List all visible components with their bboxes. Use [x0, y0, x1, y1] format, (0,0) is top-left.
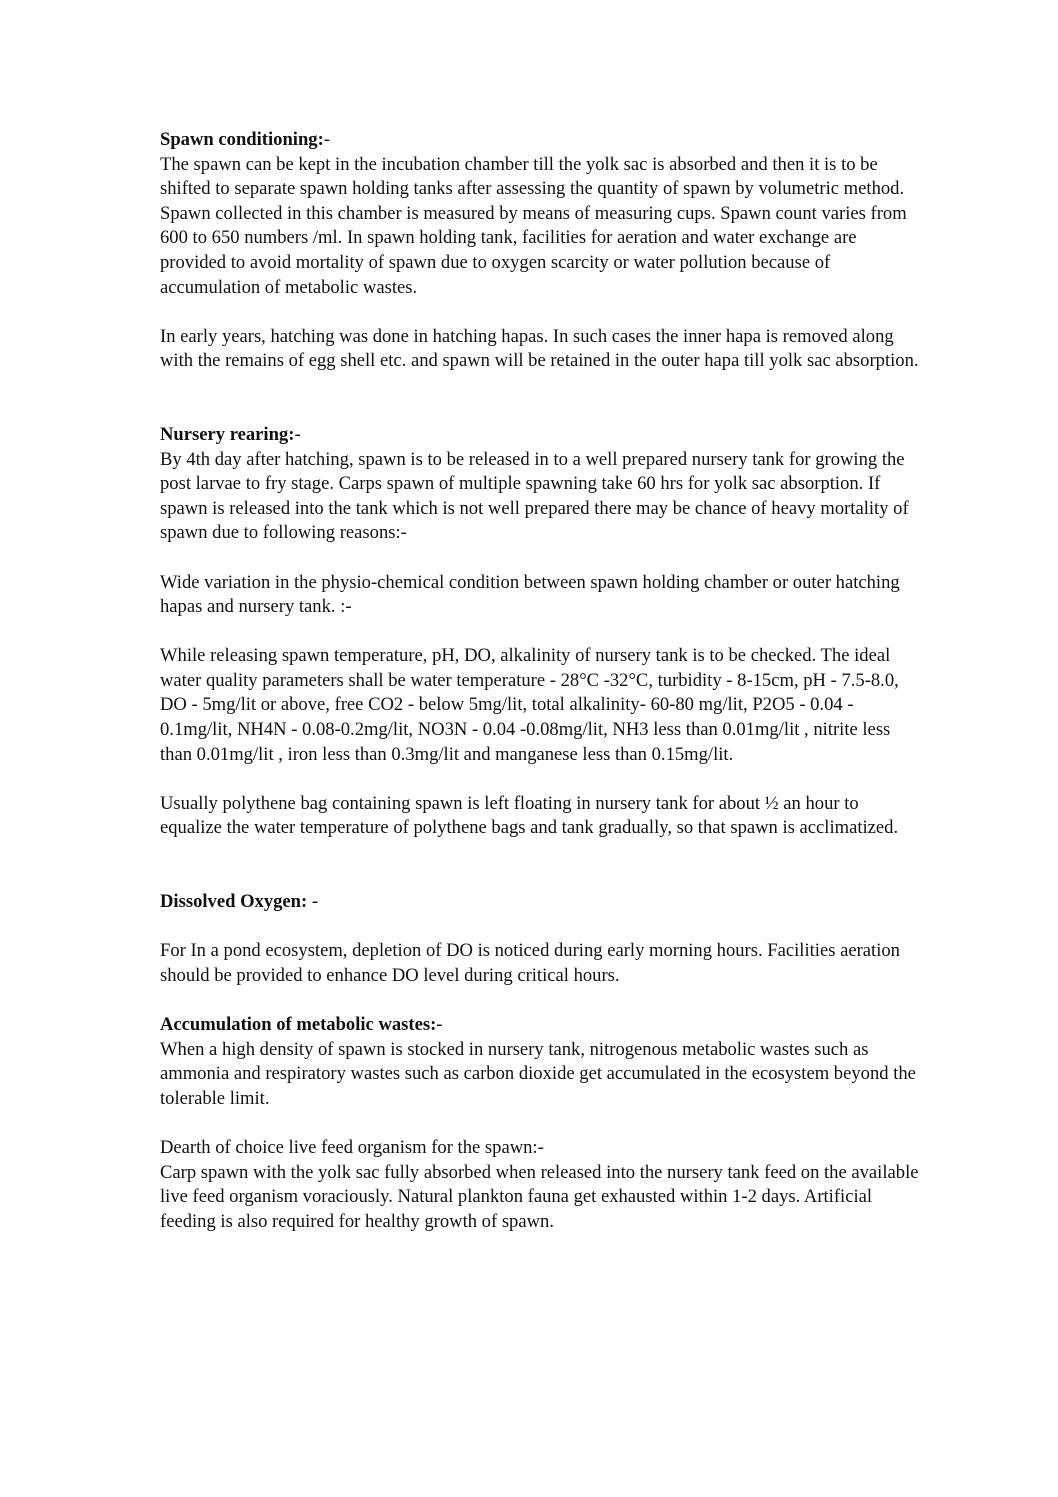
heading-text: Dissolved Oxygen:: [160, 891, 308, 913]
paragraph-nursery-rearing-2: Wide variation in the physio-chemical condition between spawn holding chamber or outer hatching hapas and nursery tank. :-: [160, 571, 900, 618]
heading-live-feed: Dearth of choice live feed organism for the spawn:-: [160, 1136, 544, 1158]
paragraph-metabolic-wastes-1: When a high density of spawn is stocked in nursery tank, nitrogenous metabolic wastes such as ammonia and respiratory wastes such as carbon dioxide get accumulated in the ecosystem beyond the tolerable limit.: [160, 1038, 916, 1109]
paragraph-dissolved-oxygen-1: For In a pond ecosystem, depletion of DO is noticed during early morning hours. Facilities aeration should be provided to enhance DO level during critical hours.: [160, 940, 900, 986]
heading-metabolic-wastes: [160, 1013, 920, 1038]
heading-suffix: -: [307, 891, 319, 913]
heading-text: Accumulation of metabolic wastes:: [160, 1014, 437, 1035]
paragraph-nursery-rearing-3: While releasing spawn temperature, pH, DO, alkalinity of nursery tank is to be checked. The ideal water quality parameters shall be water temperature - 28°C -32°C, turbidity - 8-15cm, pH - 7.5-8.0, DO - 5mg/lit or above, free CO2 - below 5mg/lit, total alkalinity- 60-80 mg/lit, P2O5 - 0.04 - 0.1mg/lit, NH4N - 0.08-0.2mg/lit, NO3N - 0.04 -0.08mg/lit, NH3 less than 0.01mg/lit , nitrite less than 0.01mg/lit , iron less than 0.3mg/lit and manganese less than 0.15mg/lit.: [160, 645, 899, 765]
paragraph-spawn-conditioning-1: The spawn can be kept in the incubation chamber till the yolk sac is absorbed and then it is to be shifted to separate spawn holding tanks after assessing the quantity of spawn by volumetric method. Spawn collected in this chamber is measured by means of measuring cups. Spawn count varies from 600 to 650 numbers /ml. In spawn holding tank, facilities for aeration and water exchange are provided to avoid mortality of spawn due to oxygen scarcity or water pollution because of accumulation of metabolic wastes.: [160, 153, 907, 298]
heading-dissolved-oxygen: [160, 890, 920, 915]
paragraph-live-feed-1: Carp spawn with the yolk sac fully absorbed when released into the nursery tank feed on the available live feed organism voraciously. Natural plankton fauna get exhausted within 1-2 days. Artificial feeding is also required for healthy growth of spawn.: [160, 1161, 919, 1232]
heading-suffix: -: [294, 423, 301, 445]
heading-suffix: -: [323, 129, 330, 150]
heading-text: Spawn conditioning:: [160, 129, 324, 150]
paragraph-nursery-rearing-1: By 4th day after hatching, spawn is to be released in to a well prepared nursery tank for growing the post larvae to fry stage. Carps spawn of multiple spawning take 60 hrs for yolk sac absorption. If spawn is released into the tank which is not well prepared there may be chance of heavy mortality of spawn due to following reasons:-: [160, 448, 909, 544]
paragraph-spawn-conditioning-2: In early years, hatching was done in hatching hapas. In such cases the inner hapa is removed along with the remains of egg shell etc. and spawn will be retained in the outer hapa till yolk sac absorption.: [160, 325, 919, 372]
heading-nursery-rearing: [160, 423, 920, 448]
paragraph-nursery-rearing-4: Usually polythene bag containing spawn is left floating in nursery tank for about ½ an hour to equalize the water temperature of polythene bags and tank gradually, so that spawn is acclimatized.: [160, 792, 899, 839]
document-page: [160, 128, 920, 1234]
heading-spawn-conditioning: [160, 128, 920, 153]
heading-suffix: -: [436, 1014, 443, 1035]
heading-text: Nursery rearing:: [160, 423, 295, 445]
